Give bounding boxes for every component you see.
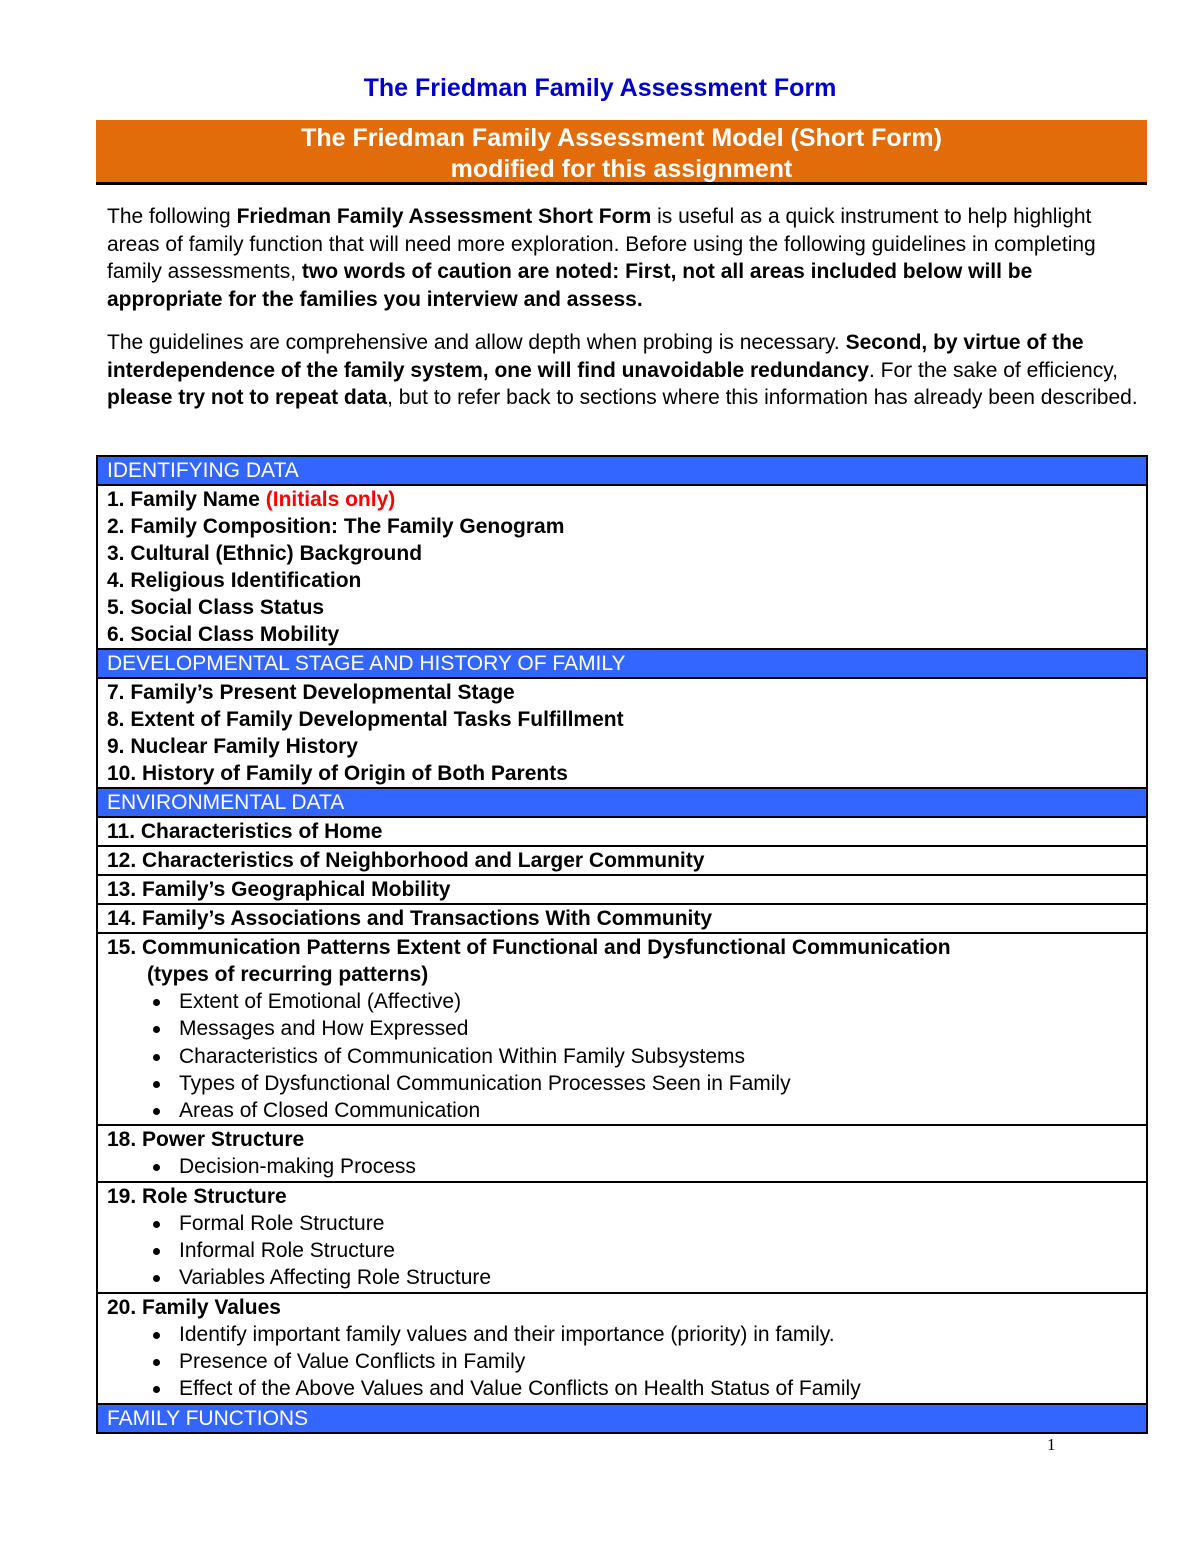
item-12-label: 12. Characteristics of Neighborhood and Larger Community bbox=[107, 849, 705, 872]
bullet-icon bbox=[153, 1359, 160, 1366]
list-item bbox=[107, 1043, 1146, 1070]
item-13-label: 13. Family’s Geographical Mobility bbox=[107, 878, 451, 901]
list-item bbox=[107, 988, 1146, 1015]
list-item bbox=[107, 1321, 1146, 1348]
item-family-of-origin-history: 10. History of Family of Origin of Both Parents bbox=[107, 762, 568, 785]
section-header-environmental: ENVIRONMENTAL DATA bbox=[97, 788, 1147, 817]
list-item bbox=[107, 1070, 1146, 1097]
bullet-icon bbox=[153, 1221, 160, 1228]
item-15-sublabel: (types of recurring patterns) bbox=[147, 963, 429, 986]
list-item bbox=[107, 1153, 1146, 1180]
bullet-text: Types of Dysfunctional Communication Processes Seen in Family bbox=[179, 1071, 791, 1095]
item-20-label: 20. Family Values bbox=[107, 1295, 281, 1319]
item-family-values bbox=[97, 1293, 1147, 1404]
page-number: 1 bbox=[1047, 1435, 1056, 1454]
intro2-bold-2: please try not to repeat data bbox=[107, 386, 388, 409]
intro1-text-2: is useful as a quick instrument to help highlight areas of family function that will need more exploration. Before using the following guidelines in completing family assessments, bbox=[107, 205, 1096, 283]
banner-subtitle: modified for this assignment bbox=[450, 155, 793, 183]
initials-only-note: (Initials only) bbox=[265, 488, 396, 511]
bullet-icon bbox=[153, 1275, 160, 1282]
section-header-developmental: DEVELOPMENTAL STAGE AND HISTORY OF FAMILY bbox=[97, 649, 1147, 678]
item-developmental-tasks: 8. Extent of Family Developmental Tasks Fulfillment bbox=[107, 708, 624, 731]
bullet-text: Variables Affecting Role Structure bbox=[179, 1266, 492, 1290]
item-1-label: 1. Family Name bbox=[107, 488, 266, 511]
item-characteristics-of-home bbox=[97, 817, 1147, 846]
document-title: The Friedman Family Assessment Form bbox=[363, 74, 837, 102]
item-developmental-stage: 7. Family’s Present Developmental Stage bbox=[107, 681, 515, 704]
item-14-label: 14. Family’s Associations and Transactions With Community bbox=[107, 907, 713, 930]
bullet-text: Characteristics of Communication Within Family Subsystems bbox=[179, 1044, 745, 1068]
list-item bbox=[107, 1237, 1146, 1264]
item-family-composition: 2. Family Composition: The Family Genogram bbox=[107, 515, 565, 538]
bullet-text: Extent of Emotional (Affective) bbox=[179, 990, 462, 1013]
bullet-icon bbox=[153, 1054, 160, 1061]
bullet-text: Informal Role Structure bbox=[179, 1239, 395, 1263]
item-15-label: 15. Communication Patterns Extent of Functional and Dysfunctional Communication bbox=[107, 936, 951, 959]
item-neighborhood bbox=[97, 846, 1147, 875]
section-header-identifying: IDENTIFYING DATA bbox=[97, 456, 1147, 485]
intro-paragraph-1 bbox=[107, 203, 1142, 313]
assessment-table bbox=[96, 455, 1148, 1434]
intro1-bold-2: two words of caution are noted: First, not all areas included below will be appropriate for the families you interview and assess. bbox=[107, 260, 1033, 311]
values-bullet-list bbox=[107, 1321, 1146, 1403]
bullet-text: Formal Role Structure bbox=[179, 1211, 385, 1235]
developmental-items-cell bbox=[97, 678, 1147, 788]
intro2-text-1: The guidelines are comprehensive and allow depth when probing is necessary. bbox=[107, 331, 846, 354]
bullet-text: Messages and How Expressed bbox=[179, 1017, 469, 1041]
item-power-structure bbox=[97, 1125, 1147, 1181]
list-item bbox=[107, 1348, 1146, 1375]
item-geographical-mobility bbox=[97, 875, 1147, 904]
item-18-label: 18. Power Structure bbox=[107, 1128, 305, 1152]
item-19-label: 19. Role Structure bbox=[107, 1184, 287, 1208]
bullet-icon bbox=[153, 999, 160, 1006]
power-bullet-list bbox=[107, 1153, 1146, 1180]
section-header-family-functions: FAMILY FUNCTIONS bbox=[97, 1404, 1147, 1433]
bullet-text: Areas of Closed Communication bbox=[179, 1099, 481, 1123]
bullet-icon bbox=[153, 1108, 160, 1115]
item-social-class-mobility: 6. Social Class Mobility bbox=[107, 623, 340, 646]
intro2-bold-1: Second, by virtue of the interdependence of the family system, one will find unavoidable redundancy bbox=[107, 331, 1084, 382]
list-item bbox=[107, 1015, 1146, 1042]
form-banner bbox=[96, 120, 1147, 185]
identifying-items-cell bbox=[97, 485, 1147, 649]
intro1-bold-1: Friedman Family Assessment Short Form bbox=[236, 205, 652, 228]
intro2-text-2: . For the sake of efficiency, bbox=[869, 358, 1119, 382]
bullet-text: Decision-making Process bbox=[179, 1155, 416, 1179]
item-role-structure bbox=[97, 1182, 1147, 1293]
list-item bbox=[107, 1210, 1146, 1237]
banner-title: The Friedman Family Assessment Model (Short Form) bbox=[301, 124, 942, 152]
bullet-icon bbox=[153, 1026, 160, 1033]
bullet-icon bbox=[153, 1164, 160, 1171]
item-nuclear-family-history: 9. Nuclear Family History bbox=[107, 735, 358, 758]
item-community-associations bbox=[97, 904, 1147, 933]
item-religious-identification: 4. Religious Identification bbox=[107, 569, 362, 592]
list-item bbox=[107, 1264, 1146, 1291]
item-communication-patterns bbox=[97, 933, 1147, 1125]
bullet-icon bbox=[153, 1248, 160, 1255]
bullet-text: Effect of the Above Values and Value Conflicts on Health Status of Family bbox=[179, 1377, 861, 1401]
item-11-label: 11. Characteristics of Home bbox=[107, 820, 383, 843]
bullet-text: Presence of Value Conflicts in Family bbox=[179, 1349, 526, 1373]
intro-paragraph-2 bbox=[107, 329, 1142, 412]
intro2-text-3: , but to refer back to sections where this information has already been described. bbox=[387, 386, 1138, 409]
list-item bbox=[107, 1375, 1146, 1402]
bullet-icon bbox=[153, 1386, 160, 1393]
item-cultural-background: 3. Cultural (Ethnic) Background bbox=[107, 542, 423, 565]
bullet-text: Identify important family values and their importance (priority) in family. bbox=[179, 1322, 835, 1346]
intro1-text-1: The following bbox=[107, 205, 237, 228]
bullet-icon bbox=[153, 1332, 160, 1339]
list-item bbox=[107, 1097, 1146, 1124]
role-bullet-list bbox=[107, 1210, 1146, 1292]
item-social-class-status: 5. Social Class Status bbox=[107, 596, 325, 619]
communication-bullet-list bbox=[107, 988, 1146, 1124]
bullet-icon bbox=[153, 1081, 160, 1088]
item-family-name bbox=[107, 486, 1146, 513]
